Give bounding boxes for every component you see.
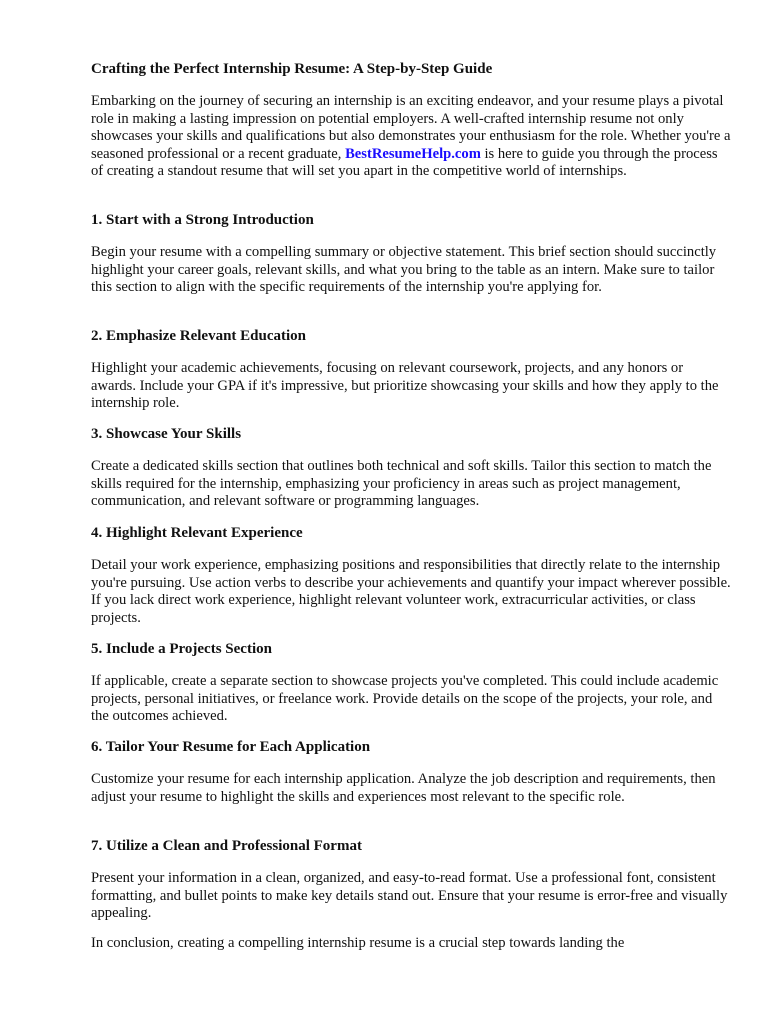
- section-heading: 1. Start with a Strong Introduction: [91, 212, 314, 228]
- section-body: Present your information in a clean, organized, and easy-to-read format. Use a professional font, consistent formatting, and bullet points to make key details stand out. Ensure that your resume is error-free and visually appealing.: [91, 870, 728, 922]
- intro-text-after-link: is here to guide you through the process of creating a standout resume that will set you apart in the competitive world of internships.: [91, 145, 718, 180]
- section-body: If applicable, create a separate section to showcase projects you've completed. This could include academic projects, personal initiatives, or freelance work. Provide details on the scope of the projects, your role, and the outcomes achieved.: [91, 673, 719, 725]
- section-heading: 3. Showcase Your Skills: [91, 426, 242, 442]
- intro-paragraph: [91, 93, 731, 181]
- section-strong-introduction: [91, 211, 731, 297]
- section-heading: 4. Highlight Relevant Experience: [91, 525, 303, 541]
- section-showcase-skills: [91, 425, 731, 511]
- section-heading: 5. Include a Projects Section: [91, 641, 272, 657]
- conclusion-paragraph: In conclusion, creating a compelling internship resume is a crucial step towards landing the: [91, 935, 625, 951]
- section-tailor-resume: [91, 738, 731, 806]
- bestresumehelp-link[interactable]: BestResumeHelp.com: [345, 145, 481, 162]
- section-relevant-education: [91, 327, 731, 413]
- section-body: Detail your work experience, emphasizing positions and responsibilities that directly relate to the internship you're pursuing. Use action verbs to describe your achievements and quantify your impact wherever possible. If you lack direct work experience, highlight relevant volunteer work, extracurricular activities, or class projects.: [91, 557, 731, 626]
- section-body: Create a dedicated skills section that outlines both technical and soft skills. Tailor this section to match the skills required for the internship, emphasizing your proficiency in areas such as project management, communication, and relevant software or programming languages.: [91, 458, 712, 510]
- section-body: Begin your resume with a compelling summary or objective statement. This brief section should succinctly highlight your career goals, relevant skills, and what you bring to the table as an intern. Make sure to tailor this section to align with the specific requirements of the internship you're applying for.: [91, 244, 717, 296]
- document-title: Crafting the Perfect Internship Resume: A Step-by-Step Guide: [91, 61, 493, 77]
- section-body: Highlight your academic achievements, focusing on relevant coursework, projects, and any honors or awards. Include your GPA if it's impressive, but prioritize showcasing your skills and how they apply to the internship role.: [91, 360, 719, 412]
- section-body: Customize your resume for each internship application. Analyze the job description and requirements, then adjust your resume to highlight the skills and experiences most relevant to the specific role.: [91, 771, 716, 805]
- section-heading: 7. Utilize a Clean and Professional Format: [91, 838, 362, 854]
- section-heading: 2. Emphasize Relevant Education: [91, 328, 307, 344]
- section-heading: 6. Tailor Your Resume for Each Application: [91, 739, 371, 755]
- section-projects: [91, 640, 731, 726]
- intro-text-before-link: Embarking on the journey of securing an internship is an exciting endeavor, and your resume plays a pivotal role in making a lasting impression on potential employers. A well-crafted internship resume not only showcases your skills and qualifications but also demonstrates your enthusiasm for the role. Whether you're a seasoned professional or a recent graduate,: [91, 93, 731, 162]
- section-relevant-experience: [91, 524, 731, 627]
- section-clean-format: [91, 837, 731, 923]
